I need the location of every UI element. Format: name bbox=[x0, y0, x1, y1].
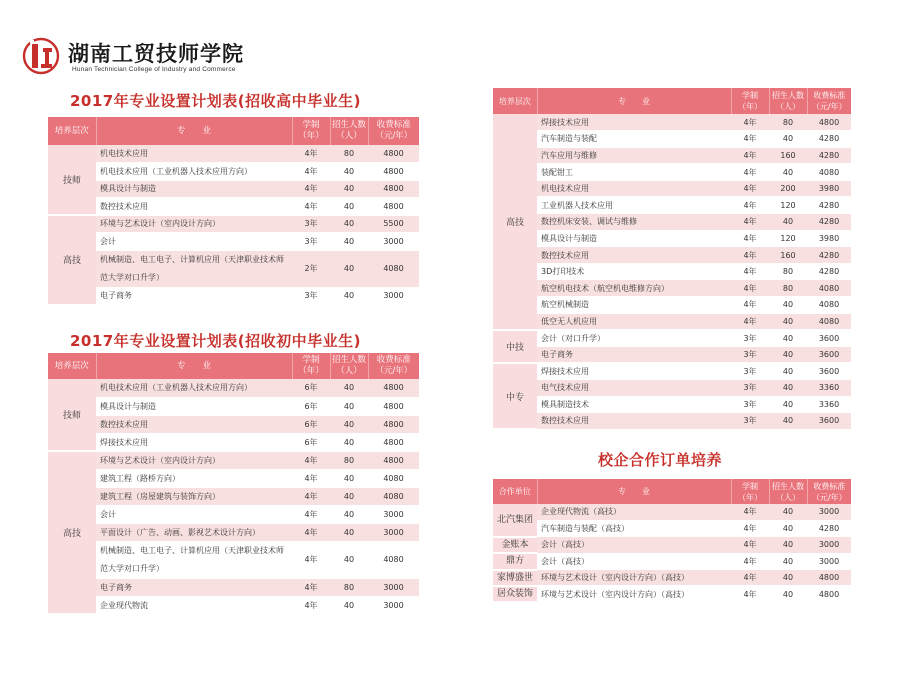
fee-cell: 4800 bbox=[368, 163, 419, 181]
fee-cell: 4080 bbox=[368, 250, 419, 287]
header-major: 专 业 bbox=[96, 117, 292, 145]
enroll-cell: 40 bbox=[769, 553, 807, 569]
header-duration: 学制（年） bbox=[292, 353, 330, 379]
table-row bbox=[48, 250, 419, 287]
fee-cell: 3600 bbox=[807, 330, 851, 347]
header-enroll: 招生人数（人） bbox=[330, 117, 368, 145]
duration-cell: 3年 bbox=[731, 380, 769, 397]
major-cell: 电子商务 bbox=[96, 578, 292, 596]
duration-cell: 4年 bbox=[292, 523, 330, 541]
major-cell: 模具设计与制造 bbox=[537, 230, 731, 247]
header-enroll: 招生人数（人） bbox=[769, 479, 807, 504]
major-cell: 会计 bbox=[96, 505, 292, 523]
enroll-cell: 40 bbox=[330, 433, 368, 451]
plan-table-high-school bbox=[48, 117, 419, 306]
table1-title: 2017年专业设置计划表(招收高中毕业生) bbox=[70, 92, 361, 110]
duration-cell: 4年 bbox=[292, 163, 330, 181]
fee-cell: 3600 bbox=[807, 346, 851, 363]
fee-cell: 4280 bbox=[807, 247, 851, 264]
table-row bbox=[493, 114, 851, 131]
duration-cell: 4年 bbox=[731, 263, 769, 280]
level-cell: 高技 bbox=[48, 215, 96, 305]
duration-cell: 4年 bbox=[292, 469, 330, 487]
major-cell: 环境与艺术设计（室内设计方向） bbox=[96, 215, 292, 233]
duration-cell: 4年 bbox=[731, 131, 769, 148]
enroll-cell: 80 bbox=[330, 451, 368, 469]
header-major: 专 业 bbox=[96, 353, 292, 379]
school-name-en: Hunan Technician College of Industry and Commerce bbox=[72, 66, 236, 73]
duration-cell: 4年 bbox=[292, 505, 330, 523]
fee-cell: 4800 bbox=[368, 397, 419, 415]
duration-cell: 4年 bbox=[731, 313, 769, 330]
enroll-cell: 40 bbox=[330, 215, 368, 233]
school-logo bbox=[22, 34, 252, 80]
enroll-cell: 40 bbox=[330, 233, 368, 251]
major-cell: 数控技术应用 bbox=[96, 198, 292, 216]
duration-cell: 4年 bbox=[292, 596, 330, 614]
duration-cell: 6年 bbox=[292, 397, 330, 415]
major-cell: 电子商务 bbox=[96, 287, 292, 305]
header-fee: 收费标准（元/年） bbox=[368, 353, 419, 379]
enroll-cell: 40 bbox=[769, 297, 807, 314]
enroll-cell: 120 bbox=[769, 197, 807, 214]
fee-cell: 4800 bbox=[368, 433, 419, 451]
major-cell: 汽车制造与装配（高技） bbox=[537, 520, 731, 536]
header-fee: 收费标准（元/年） bbox=[807, 479, 851, 504]
enroll-cell: 40 bbox=[769, 131, 807, 148]
fee-cell: 3000 bbox=[368, 505, 419, 523]
major-cell: 数控技术应用 bbox=[96, 415, 292, 433]
table-row bbox=[48, 145, 419, 163]
major-cell: 企业现代物流（高技） bbox=[537, 504, 731, 520]
major-cell: 低空无人机应用 bbox=[537, 313, 731, 330]
major-cell: 汽车制造与装配 bbox=[537, 131, 731, 148]
duration-cell: 3年 bbox=[731, 330, 769, 347]
fee-cell: 4280 bbox=[807, 147, 851, 164]
table-row bbox=[48, 451, 419, 469]
major-cell: 会计（高技） bbox=[537, 537, 731, 553]
major-cell: 会计（高技） bbox=[537, 553, 731, 569]
table-row bbox=[493, 537, 851, 553]
duration-cell: 4年 bbox=[731, 553, 769, 569]
enroll-cell: 40 bbox=[330, 198, 368, 216]
major-cell: 会计 bbox=[96, 233, 292, 251]
table-row bbox=[493, 147, 851, 164]
order-training-table bbox=[493, 479, 851, 603]
enroll-cell: 40 bbox=[330, 541, 368, 578]
table-row bbox=[48, 596, 419, 614]
major-cell: 数控技术应用 bbox=[537, 413, 731, 430]
partner-cell: 居众装饰 bbox=[493, 586, 537, 602]
major-cell: 电气技术应用 bbox=[537, 380, 731, 397]
plan-table-junior-high-continued bbox=[493, 88, 851, 430]
fee-cell: 3600 bbox=[807, 363, 851, 380]
fee-cell: 3000 bbox=[368, 596, 419, 614]
header-major: 专 业 bbox=[537, 479, 731, 504]
partner-cell: 家博盛世 bbox=[493, 570, 537, 586]
table-row bbox=[48, 523, 419, 541]
major-cell: 会计（对口升学） bbox=[537, 330, 731, 347]
enroll-cell: 40 bbox=[769, 396, 807, 413]
table2-title: 2017年专业设置计划表(招收初中毕业生) bbox=[70, 332, 361, 350]
table-row bbox=[48, 287, 419, 305]
duration-cell: 6年 bbox=[292, 433, 330, 451]
header-enroll: 招生人数（人） bbox=[769, 88, 807, 114]
duration-cell: 4年 bbox=[292, 578, 330, 596]
table-row bbox=[48, 163, 419, 181]
fee-cell: 4280 bbox=[807, 131, 851, 148]
table-row bbox=[48, 541, 419, 578]
header-fee: 收费标准（元/年） bbox=[807, 88, 851, 114]
table-row bbox=[493, 197, 851, 214]
major-cell: 模具设计与制造 bbox=[96, 180, 292, 198]
header-level: 培养层次 bbox=[493, 88, 537, 114]
school-emblem-icon bbox=[22, 34, 60, 78]
duration-cell: 4年 bbox=[731, 537, 769, 553]
enroll-cell: 40 bbox=[330, 287, 368, 305]
fee-cell: 5500 bbox=[368, 215, 419, 233]
fee-cell: 4080 bbox=[807, 297, 851, 314]
enroll-cell: 40 bbox=[769, 363, 807, 380]
table-row bbox=[48, 215, 419, 233]
fee-cell: 3000 bbox=[368, 578, 419, 596]
duration-cell: 4年 bbox=[731, 114, 769, 131]
table-row bbox=[493, 280, 851, 297]
enroll-cell: 40 bbox=[769, 413, 807, 430]
major-cell: 航空机电技术（航空机电维修方向） bbox=[537, 280, 731, 297]
duration-cell: 3年 bbox=[731, 346, 769, 363]
fee-cell: 4080 bbox=[807, 164, 851, 181]
enroll-cell: 40 bbox=[769, 586, 807, 602]
header-duration: 学制（年） bbox=[731, 479, 769, 504]
table-row bbox=[493, 330, 851, 347]
table-row bbox=[493, 346, 851, 363]
duration-cell: 2年 bbox=[292, 250, 330, 287]
table-row bbox=[493, 586, 851, 602]
enroll-cell: 40 bbox=[330, 415, 368, 433]
major-cell: 焊接技术应用 bbox=[537, 363, 731, 380]
major-cell: 机械制造、电工电子、计算机应用（天津职业技术师范大学对口升学） bbox=[96, 541, 292, 578]
enroll-cell: 40 bbox=[769, 330, 807, 347]
table-row bbox=[493, 297, 851, 314]
fee-cell: 4800 bbox=[368, 198, 419, 216]
fee-cell: 3600 bbox=[807, 413, 851, 430]
table-row bbox=[493, 553, 851, 569]
major-cell: 机电技术应用 bbox=[537, 180, 731, 197]
fee-cell: 4800 bbox=[807, 586, 851, 602]
enroll-cell: 40 bbox=[330, 379, 368, 397]
major-cell: 平面设计（广告、动画、影视艺术设计方向） bbox=[96, 523, 292, 541]
fee-cell: 3980 bbox=[807, 230, 851, 247]
fee-cell: 3000 bbox=[368, 233, 419, 251]
fee-cell: 3000 bbox=[807, 553, 851, 569]
table-row bbox=[48, 487, 419, 505]
duration-cell: 3年 bbox=[731, 396, 769, 413]
table-row bbox=[493, 164, 851, 181]
duration-cell: 4年 bbox=[731, 147, 769, 164]
school-name: 湖南工贸技师学院 bbox=[68, 41, 244, 66]
duration-cell: 4年 bbox=[731, 297, 769, 314]
header-fee: 收费标准（元/年） bbox=[368, 117, 419, 145]
enroll-cell: 40 bbox=[769, 380, 807, 397]
duration-cell: 4年 bbox=[731, 214, 769, 231]
fee-cell: 4800 bbox=[368, 379, 419, 397]
level-cell: 中专 bbox=[493, 363, 537, 429]
duration-cell: 4年 bbox=[731, 504, 769, 520]
duration-cell: 3年 bbox=[292, 215, 330, 233]
duration-cell: 4年 bbox=[292, 541, 330, 578]
duration-cell: 3年 bbox=[731, 413, 769, 430]
enroll-cell: 40 bbox=[330, 523, 368, 541]
fee-cell: 3360 bbox=[807, 380, 851, 397]
major-cell: 机电技术应用（工业机器人技术应用方向） bbox=[96, 379, 292, 397]
enroll-cell: 40 bbox=[769, 346, 807, 363]
fee-cell: 4080 bbox=[368, 487, 419, 505]
major-cell: 模具制造技术 bbox=[537, 396, 731, 413]
fee-cell: 4080 bbox=[807, 313, 851, 330]
duration-cell: 4年 bbox=[731, 164, 769, 181]
duration-cell: 6年 bbox=[292, 379, 330, 397]
header-duration: 学制（年） bbox=[292, 117, 330, 145]
table-row bbox=[493, 131, 851, 148]
header-enroll: 招生人数（人） bbox=[330, 353, 368, 379]
fee-cell: 4080 bbox=[807, 280, 851, 297]
enroll-cell: 40 bbox=[769, 504, 807, 520]
enroll-cell: 40 bbox=[769, 313, 807, 330]
enroll-cell: 40 bbox=[769, 570, 807, 586]
enroll-cell: 80 bbox=[769, 280, 807, 297]
level-cell: 高技 bbox=[48, 451, 96, 614]
enroll-cell: 40 bbox=[330, 505, 368, 523]
header-level: 培养层次 bbox=[48, 353, 96, 379]
partner-cell: 金账本 bbox=[493, 537, 537, 553]
table-row bbox=[493, 230, 851, 247]
table-row bbox=[493, 413, 851, 430]
fee-cell: 4800 bbox=[807, 570, 851, 586]
major-cell: 装配钳工 bbox=[537, 164, 731, 181]
table-row bbox=[48, 578, 419, 596]
duration-cell: 4年 bbox=[731, 570, 769, 586]
fee-cell: 3980 bbox=[807, 180, 851, 197]
major-cell: 建筑工程（房屋建筑与装饰方向） bbox=[96, 487, 292, 505]
fee-cell: 4800 bbox=[368, 180, 419, 198]
table-row bbox=[48, 198, 419, 216]
enroll-cell: 40 bbox=[330, 163, 368, 181]
table-row bbox=[493, 180, 851, 197]
enroll-cell: 80 bbox=[769, 114, 807, 131]
major-cell: 工业机器人技术应用 bbox=[537, 197, 731, 214]
major-cell: 数控机床安装、调试与维修 bbox=[537, 214, 731, 231]
fee-cell: 3000 bbox=[807, 537, 851, 553]
enroll-cell: 40 bbox=[330, 250, 368, 287]
duration-cell: 4年 bbox=[292, 145, 330, 163]
duration-cell: 6年 bbox=[292, 415, 330, 433]
table-row bbox=[48, 505, 419, 523]
enroll-cell: 40 bbox=[330, 469, 368, 487]
duration-cell: 4年 bbox=[731, 230, 769, 247]
enroll-cell: 160 bbox=[769, 147, 807, 164]
major-cell: 航空机械制造 bbox=[537, 297, 731, 314]
duration-cell: 3年 bbox=[292, 233, 330, 251]
major-cell: 焊接技术应用 bbox=[537, 114, 731, 131]
fee-cell: 3000 bbox=[368, 287, 419, 305]
major-cell: 环境与艺术设计（室内设计方向）（高技） bbox=[537, 570, 731, 586]
fee-cell: 4080 bbox=[368, 469, 419, 487]
table-row bbox=[48, 415, 419, 433]
table-row bbox=[48, 469, 419, 487]
enroll-cell: 160 bbox=[769, 247, 807, 264]
fee-cell: 4280 bbox=[807, 197, 851, 214]
table-row bbox=[493, 504, 851, 520]
fee-cell: 4800 bbox=[368, 145, 419, 163]
fee-cell: 3000 bbox=[368, 523, 419, 541]
enroll-cell: 200 bbox=[769, 180, 807, 197]
enroll-cell: 40 bbox=[330, 487, 368, 505]
table-row bbox=[48, 233, 419, 251]
major-cell: 电子商务 bbox=[537, 346, 731, 363]
table-row bbox=[48, 397, 419, 415]
table-row bbox=[493, 313, 851, 330]
major-cell: 汽车应用与维修 bbox=[537, 147, 731, 164]
fee-cell: 4280 bbox=[807, 520, 851, 536]
table-row bbox=[493, 396, 851, 413]
table-row bbox=[493, 520, 851, 536]
fee-cell: 4080 bbox=[368, 541, 419, 578]
fee-cell: 4800 bbox=[368, 451, 419, 469]
major-cell: 机械制造、电工电子、计算机应用（天津职业技术师范大学对口升学） bbox=[96, 250, 292, 287]
enroll-cell: 40 bbox=[769, 537, 807, 553]
fee-cell: 4800 bbox=[807, 114, 851, 131]
enroll-cell: 80 bbox=[330, 145, 368, 163]
table-row bbox=[48, 180, 419, 198]
duration-cell: 3年 bbox=[731, 363, 769, 380]
major-cell: 模具设计与制造 bbox=[96, 397, 292, 415]
table-row bbox=[493, 214, 851, 231]
table4-title: 校企合作订单培养 bbox=[598, 451, 723, 469]
partner-cell: 鼎方 bbox=[493, 553, 537, 569]
fee-cell: 4280 bbox=[807, 214, 851, 231]
fee-cell: 3000 bbox=[807, 504, 851, 520]
duration-cell: 4年 bbox=[731, 520, 769, 536]
major-cell: 数控技术应用 bbox=[537, 247, 731, 264]
table-row bbox=[48, 379, 419, 397]
fee-cell: 4280 bbox=[807, 263, 851, 280]
enroll-cell: 80 bbox=[769, 263, 807, 280]
table-row bbox=[48, 433, 419, 451]
header-major: 专 业 bbox=[537, 88, 731, 114]
enroll-cell: 40 bbox=[769, 164, 807, 181]
enroll-cell: 40 bbox=[330, 397, 368, 415]
major-cell: 3D打印技术 bbox=[537, 263, 731, 280]
enroll-cell: 40 bbox=[769, 520, 807, 536]
plan-table-junior-high bbox=[48, 353, 419, 615]
table-row bbox=[493, 263, 851, 280]
major-cell: 企业现代物流 bbox=[96, 596, 292, 614]
fee-cell: 3360 bbox=[807, 396, 851, 413]
enroll-cell: 40 bbox=[330, 180, 368, 198]
duration-cell: 4年 bbox=[292, 487, 330, 505]
table-row bbox=[493, 570, 851, 586]
level-cell: 技师 bbox=[48, 145, 96, 215]
table-row bbox=[493, 247, 851, 264]
duration-cell: 4年 bbox=[731, 247, 769, 264]
header-duration: 学制（年） bbox=[731, 88, 769, 114]
level-cell: 技师 bbox=[48, 379, 96, 451]
enroll-cell: 40 bbox=[769, 214, 807, 231]
table-row bbox=[493, 363, 851, 380]
duration-cell: 4年 bbox=[292, 198, 330, 216]
enroll-cell: 80 bbox=[330, 578, 368, 596]
duration-cell: 4年 bbox=[292, 451, 330, 469]
duration-cell: 4年 bbox=[731, 180, 769, 197]
major-cell: 环境与艺术设计（室内设计方向） bbox=[96, 451, 292, 469]
duration-cell: 4年 bbox=[731, 280, 769, 297]
level-cell: 中技 bbox=[493, 330, 537, 363]
duration-cell: 4年 bbox=[731, 197, 769, 214]
enroll-cell: 40 bbox=[330, 596, 368, 614]
partner-cell: 北汽集团 bbox=[493, 504, 537, 537]
major-cell: 机电技术应用（工业机器人技术应用方向） bbox=[96, 163, 292, 181]
header-level: 培养层次 bbox=[48, 117, 96, 145]
table-row bbox=[493, 380, 851, 397]
header-partner: 合作单位 bbox=[493, 479, 537, 504]
major-cell: 机电技术应用 bbox=[96, 145, 292, 163]
enroll-cell: 120 bbox=[769, 230, 807, 247]
fee-cell: 4800 bbox=[368, 415, 419, 433]
duration-cell: 4年 bbox=[731, 586, 769, 602]
major-cell: 建筑工程（路桥方向） bbox=[96, 469, 292, 487]
major-cell: 焊接技术应用 bbox=[96, 433, 292, 451]
level-cell: 高技 bbox=[493, 114, 537, 330]
duration-cell: 3年 bbox=[292, 287, 330, 305]
duration-cell: 4年 bbox=[292, 180, 330, 198]
major-cell: 环境与艺术设计（室内设计方向）（高技） bbox=[537, 586, 731, 602]
